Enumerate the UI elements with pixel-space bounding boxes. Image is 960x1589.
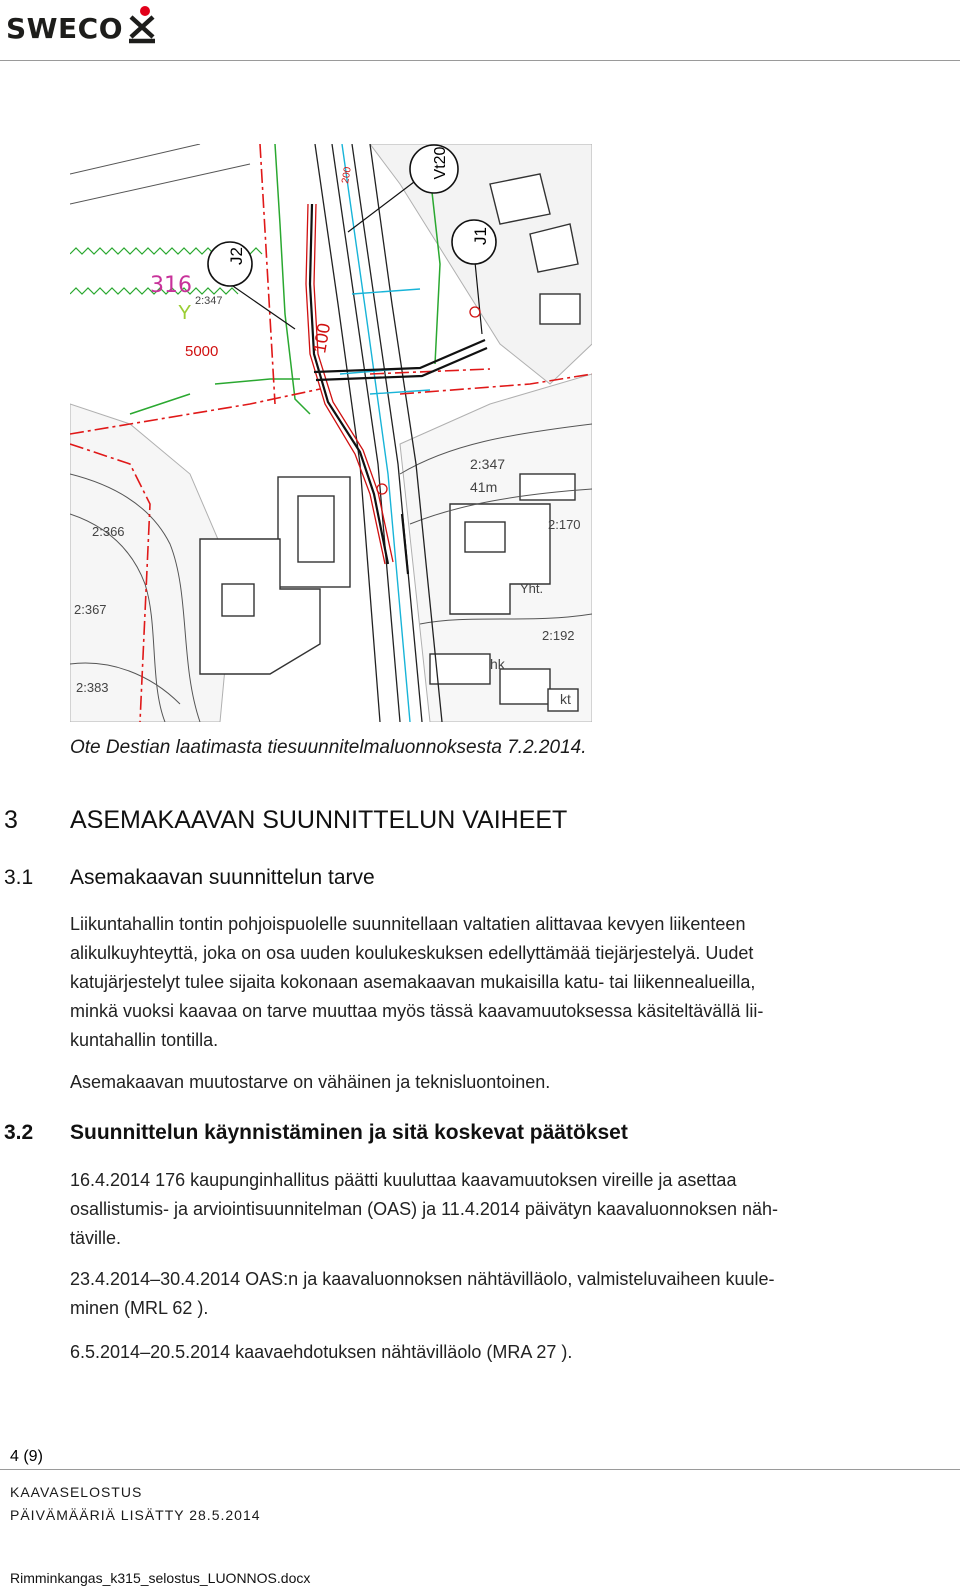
map-label-2192: 2:192	[542, 628, 575, 643]
paragraph-line: Liikuntahallin tontin pohjoispuolelle suunnitellaan valtatien alittavaa kevyen liikenteen	[70, 914, 746, 934]
figure-caption: Ote Destian laatimasta tiesuunnitelmaluonnoksesta 7.2.2014.	[70, 737, 587, 758]
paragraph-line: minkä vuoksi kaavaa on tarve muuttaa myös tässä kaavamuutoksessa käsiteltävällä lii-	[70, 1001, 764, 1021]
section-3-2-paragraph-1	[70, 1166, 932, 1253]
header-divider	[0, 60, 960, 61]
section-3-number: 3	[4, 806, 18, 834]
road-plan-drawing	[70, 144, 592, 722]
map-label-41m: 41m	[470, 479, 498, 495]
map-label-2347-b: 2:347	[470, 456, 506, 472]
footer-doc-type: KAAVASELOSTUS	[10, 1484, 143, 1500]
sweco-figure-icon	[125, 5, 159, 45]
footer-date-added: PÄIVÄMÄÄRIÄ LISÄTTY 28.5.2014	[10, 1507, 261, 1523]
map-label-vt20: Vt20	[432, 146, 449, 180]
paragraph-line: 16.4.2014 176 kaupunginhallitus päätti kuuluttaa kaavamuutoksen vireille ja asettaa	[70, 1170, 737, 1190]
section-3-2-paragraph-2	[70, 1265, 932, 1323]
map-label-j1: J1	[471, 227, 490, 245]
paragraph-line: 23.4.2014–30.4.2014 OAS:n ja kaavaluonnoksen nähtävilläolo, valmisteluvaiheen kuule-	[70, 1269, 775, 1289]
map-mark-y: Y	[178, 302, 192, 324]
logo-text: SWECO	[6, 11, 124, 45]
paragraph-line: osallistumis- ja arviointisuunnitelman (OAS) ja 11.4.2014 päivätyn kaavaluonnoksen näh-	[70, 1199, 779, 1219]
paragraph-line: täville.	[70, 1228, 122, 1248]
section-3-1-paragraph-1	[70, 910, 932, 1055]
map-label-hk: hk	[490, 656, 505, 672]
map-label-kt: kt	[560, 691, 571, 707]
map-label-j2: J2	[227, 247, 246, 265]
map-label-2383: 2:383	[76, 680, 109, 695]
footer-filename: Rimminkangas_k315_selostus_LUONNOS.docx	[10, 1570, 311, 1586]
page-number: 4 (9)	[10, 1448, 43, 1465]
paragraph-line: katujärjestelyt tulee sijaita kokonaan asemakaavan mukaisilla katu- tai liikennealueilla,	[70, 972, 756, 992]
section-3-2-number: 3.2	[4, 1121, 34, 1144]
paragraph-line: kuntahallin tontilla.	[70, 1030, 219, 1050]
map-label-100: 100	[309, 321, 335, 355]
paragraph-line: minen (MRL 62 ).	[70, 1298, 209, 1318]
section-3-1-title: Asemakaavan suunnittelun tarve	[70, 866, 375, 889]
section-3-1-paragraph-2: Asemakaavan muutostarve on vähäinen ja teknisluontoinen.	[70, 1072, 551, 1092]
map-label-2366: 2:366	[92, 524, 125, 539]
paragraph-line: alikulkuyhteyttä, joka on osa uuden koulukeskuksen edellyttämää tiejärjestelyä. Uudet	[70, 943, 754, 963]
section-3-2-paragraph-3: 6.5.2014–20.5.2014 kaavaehdotuksen nähtävilläolo (MRA 27 ).	[70, 1342, 573, 1362]
footer-divider	[0, 1469, 960, 1470]
map-label-5000: 5000	[185, 343, 219, 360]
map-label-200: 200	[340, 166, 354, 185]
map-label-2367: 2:367	[74, 602, 107, 617]
section-3-2-title: Suunnittelun käynnistäminen ja sitä koskevat päätökset	[70, 1121, 628, 1144]
section-3-title: ASEMAKAAVAN SUUNNITTELUN VAIHEET	[70, 806, 568, 834]
sweco-logo	[6, 4, 159, 52]
section-3-1-number: 3.1	[4, 866, 34, 889]
map-label-yht: Yht.	[520, 581, 544, 596]
map-label-2170: 2:170	[548, 517, 581, 532]
map-label-316: 316	[150, 273, 192, 298]
map-label-2347-a: 2:347	[195, 295, 223, 307]
road-plan-map	[70, 144, 592, 722]
